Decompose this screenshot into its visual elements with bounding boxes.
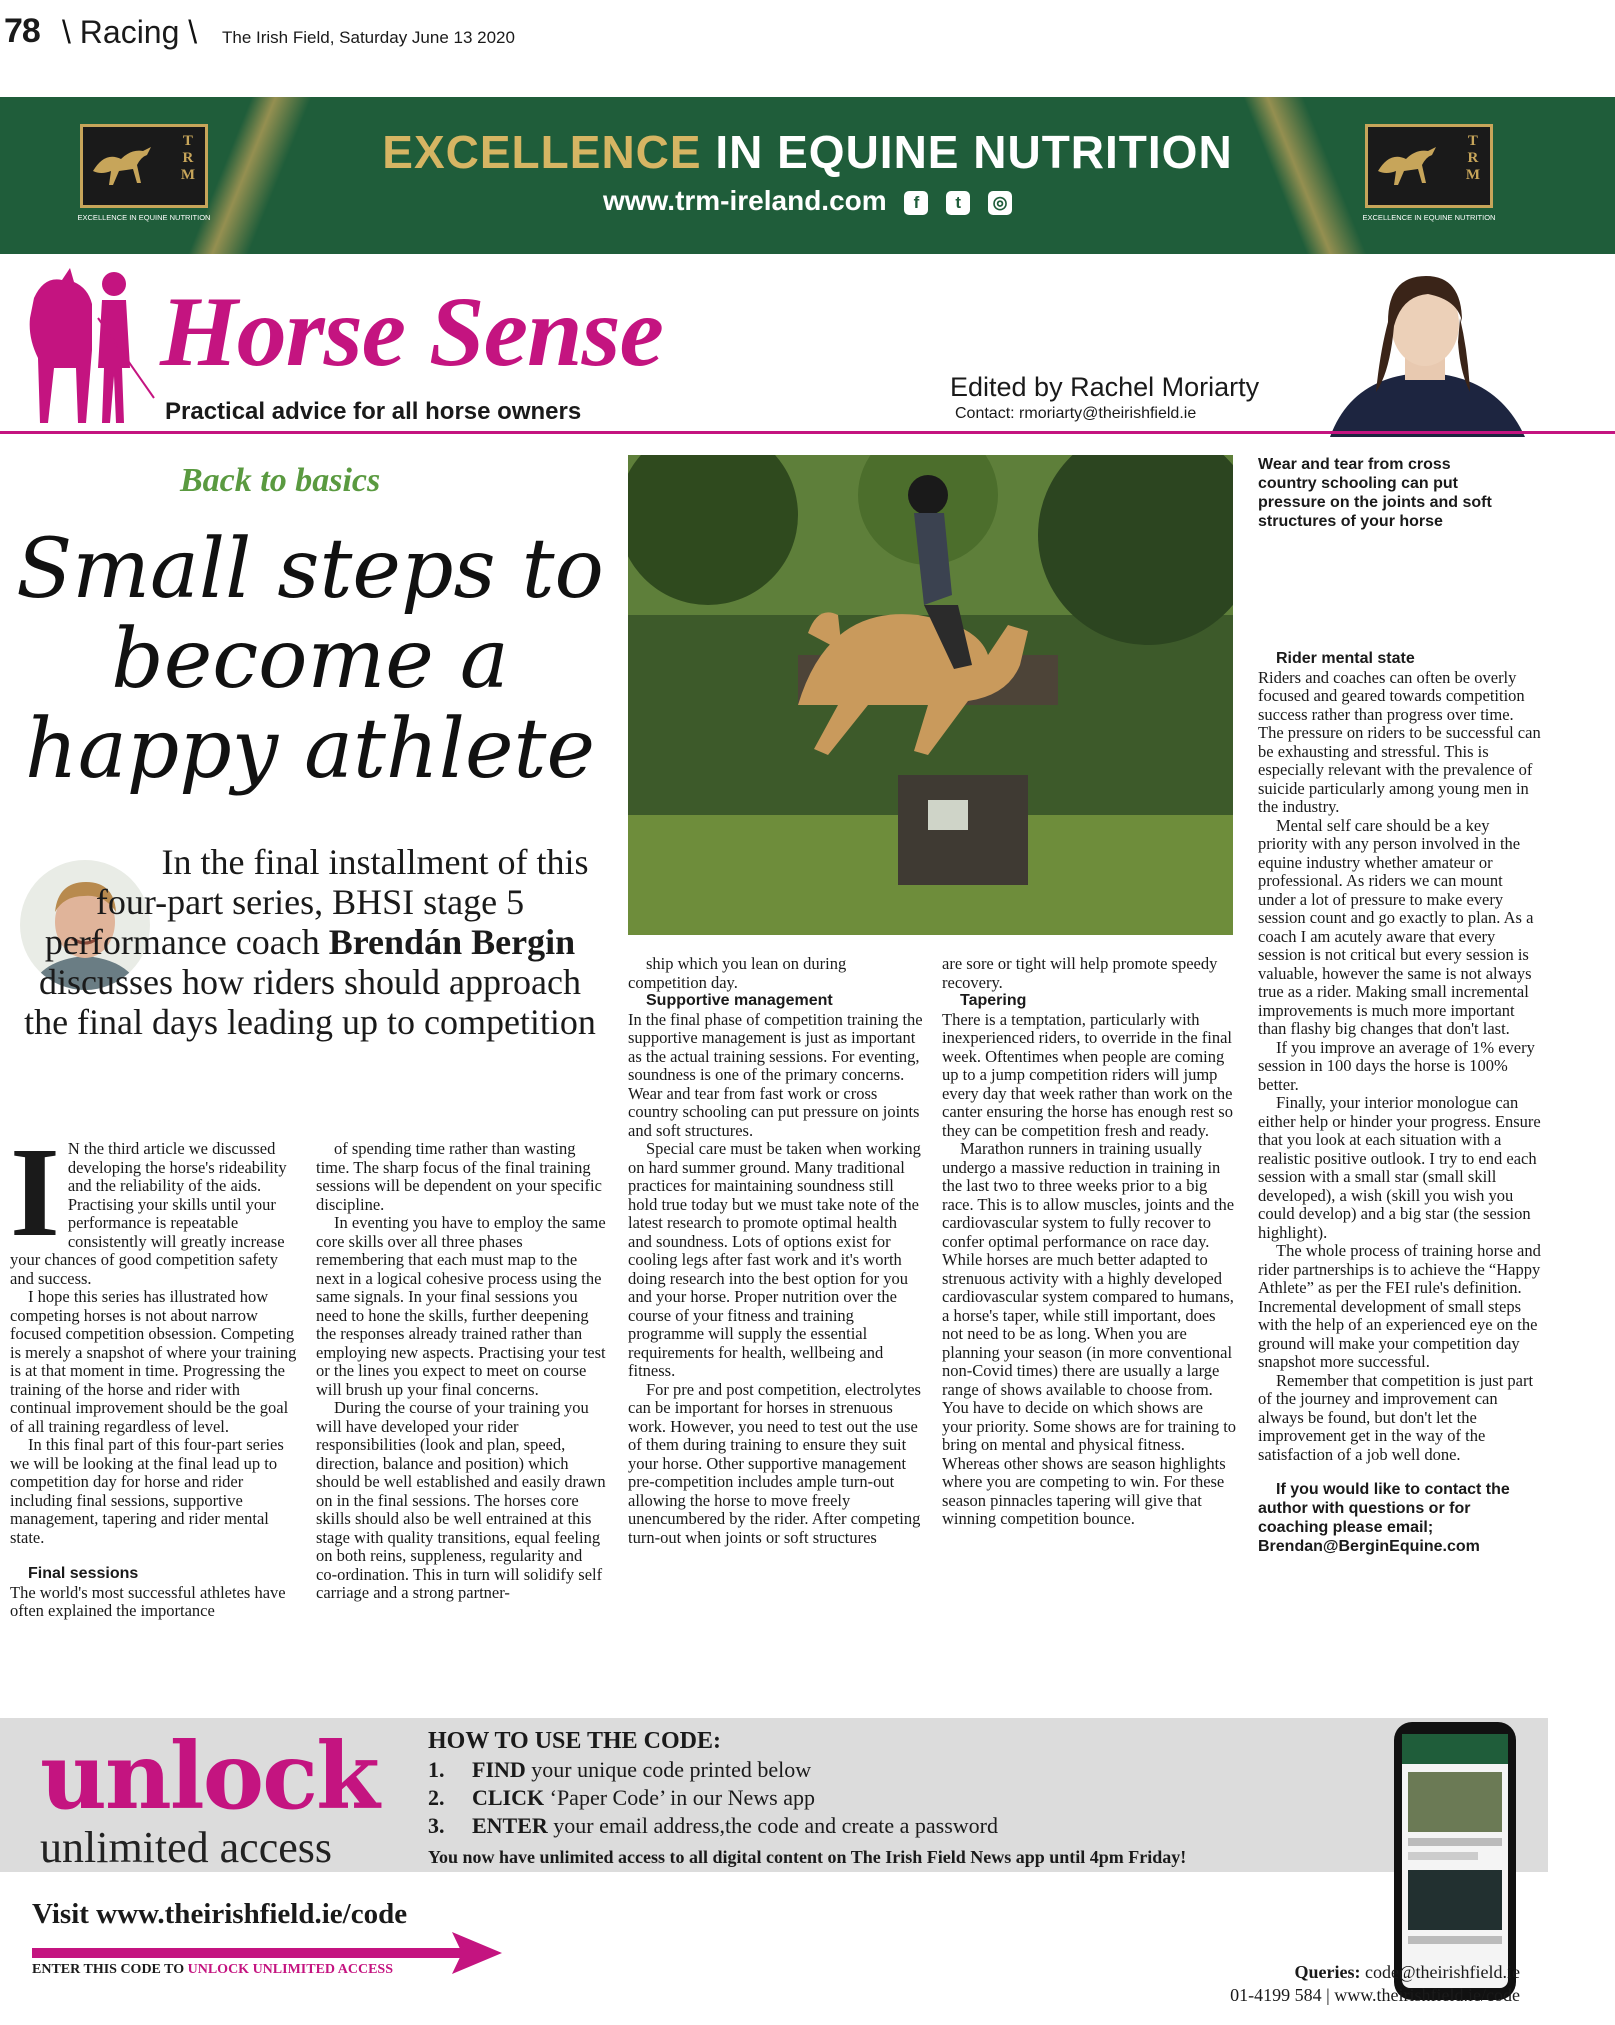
banner-url-row bbox=[0, 185, 1615, 217]
banner-headline bbox=[0, 125, 1615, 179]
standfirst-text: In the final installment of this four-part series, BHSI stage 5 performance coach bbox=[44, 842, 589, 962]
article-column-5 bbox=[1258, 650, 1543, 1556]
horse-sense-tagline: Practical advice for all horse owners bbox=[165, 398, 582, 425]
paragraph: For pre and post competition, electrolytes can be important for horses in strenuous work. However, you need to test out the use of them during training to ensure they suit your horse. Other supportive management pre-competition includes ample turn-out allowing the horse to move freely unencumbered by the rider. After competing turn-out when joints or soft structures bbox=[628, 1379, 921, 1547]
article-column-1 bbox=[10, 1121, 300, 1621]
paragraph: Riders and coaches can often be overly focused and geared towards competition success rather than progress over time. The pressure on riders to be successful can be exhausting and stressful. This is especially relevant with the prevalence of suicide particularly among young men in the industry. bbox=[1258, 667, 1541, 816]
howto-note: You now have unlimited access to all digital content on The Irish Field News app until 4pm Friday! bbox=[428, 1847, 1187, 1867]
banner-headline-gold: EXCELLENCE bbox=[382, 126, 702, 178]
author-contact[interactable]: If you would like to contact the author with questions or for coaching please email; Brendan@BerginEquine.com bbox=[1258, 1481, 1510, 1555]
paper-date: The Irish Field, Saturday June 13 2020 bbox=[222, 28, 515, 47]
unlock-heading: unlock bbox=[40, 1722, 378, 1830]
phone-and-url[interactable]: 01-4199 584 | www.theirishfield.ie/code bbox=[1230, 1985, 1520, 2005]
paragraph: If you improve an average of 1% every session in 100 days the horse is 100% better. bbox=[1258, 1037, 1535, 1094]
howto-title: HOW TO USE THE CODE: bbox=[428, 1728, 721, 1754]
paragraph: Special care must be taken when working on hard summer ground. Many traditional practices for maintaining soundness still hold true today but we must take note of the latest research to promote optimal health and soundness. Lots of options exist for cooling legs after fast work and it's worth doing research into the best option for you and your horse. Proper nutrition over the course of your fitness and training programme will supply the essential requirements for health, wellbeing and fitness. bbox=[628, 1139, 921, 1380]
editor-contact[interactable]: Contact: rmoriarty@theirishfield.ie bbox=[955, 405, 1197, 422]
enter-code-label: ENTER THIS CODE TO UNLOCK UNLIMITED ACCESS bbox=[32, 1962, 393, 1977]
howto-step-3: 3. ENTER your email address,the code and create a password bbox=[428, 1813, 999, 1838]
standfirst-text-end: discusses how riders should approach the final days leading up to competition bbox=[24, 962, 596, 1042]
paragraph: Remember that competition is just part of the journey and improvement can always be found, but don't let the improvement get in the way of the satisfaction of a job well done. bbox=[1258, 1370, 1534, 1464]
facebook-icon[interactable]: f bbox=[904, 191, 928, 215]
paragraph: There is a temptation, particularly with inexperienced riders, to override in the final week. Oftentimes when people are coming up to a jump competition riders will jump every day that week rather than work on the canter ensuring the horse has enough rest so they can be competition fresh and ready. bbox=[942, 1009, 1233, 1140]
article-kicker: Back to basics bbox=[180, 462, 381, 499]
trm-banner-ad[interactable] bbox=[0, 97, 1615, 254]
paragraph: N the third article we discussed developing the horse's rideability and the reliability of the aids. Practising your skills until your performance is repeatable consistently will greatly increase your chances of good competition safety and success. bbox=[10, 1139, 287, 1288]
paragraph: In this final part of this four-part series we will be looking at the final lead up to competition day for horse and rider including final sessions, supportive management, tapering and rider mental state. bbox=[10, 1435, 284, 1547]
subheading-rider-mental-state: Rider mental state bbox=[1276, 650, 1415, 667]
article-column-2 bbox=[316, 1140, 606, 1603]
subheading-supportive-management: Supportive management bbox=[646, 992, 833, 1009]
article-headline: Small steps to become a happy athlete bbox=[16, 522, 604, 797]
horse-and-rider-silhouette-icon bbox=[14, 258, 164, 433]
paragraph: are sore or tight will help promote speedy recovery. bbox=[942, 954, 1218, 992]
editor-photo bbox=[1310, 262, 1540, 437]
phone-app-icon bbox=[1390, 1720, 1520, 2002]
trm-logo-caption-left: EXCELLENCE IN EQUINE NUTRITION bbox=[77, 213, 211, 222]
horse-sense-title: Horse Sense bbox=[160, 276, 663, 387]
howto-step-2: 2. CLICK ‘Paper Code’ in our News app bbox=[428, 1785, 815, 1810]
banner-url[interactable]: www.trm-ireland.com bbox=[602, 185, 887, 216]
visit-url[interactable]: Visit www.theirishfield.ie/code bbox=[32, 1898, 408, 1930]
paragraph: Finally, your interior monologue can either help or hinder your progress. Ensure that you look at each situation with a realistic positive outlook. I try to end each session with a small star (small skill developed), a wish (skill you wish you could develop) and a big star (the session highlight). bbox=[1258, 1093, 1541, 1242]
rider-jumping-photo bbox=[628, 455, 1233, 935]
trm-logo-text: T R M bbox=[180, 133, 195, 183]
paragraph: Marathon runners in training usually undergo a massive reduction in training in the last two to three weeks prior to a big race. This is to allow muscles, joints and the cardiovascular system to fully recover to confer optimal performance on race day. While horses are much better adapted to strenuous activity with a highly developed cardiovascular system compared to humans, a horse's taper, while still important, does not need to be as long. When you are planning your season (in more conventional non-Covid times) there are usually a large range of shows available to choose from. You have to decide on which shows are your priority. Some shows are for training to bring on mental and physical fitness. Whereas other shows are season highlights where you are competing to win. For these season pinnacles tapering will give that winning competition bounce. bbox=[942, 1139, 1237, 1528]
trm-logo-text: T R M bbox=[1465, 133, 1480, 183]
paragraph: The world's most successful athletes have often explained the importance bbox=[10, 1582, 286, 1620]
instagram-icon[interactable]: ◎ bbox=[988, 191, 1012, 215]
subheading-final-sessions: Final sessions bbox=[28, 1565, 139, 1582]
author-name: Brendán Bergin bbox=[328, 922, 576, 962]
paragraph: During the course of your training you will have developed your rider responsibilities (look and plan, speed, direction, balance and position) which should be well established and easily drawn on in the final sessions. The horses core skills should also be well entrained at this stage with quality transitions, equal feeling on both reins, suppleness, regularity and co-ordination. This in turn will solidify self carriage and a strong partner- bbox=[316, 1398, 606, 1602]
twitter-icon[interactable]: t bbox=[946, 191, 970, 215]
banner-headline-white: IN EQUINE NUTRITION bbox=[701, 126, 1233, 178]
section-rule bbox=[0, 431, 1615, 434]
paragraph: ship which you lean on during competition day. bbox=[628, 954, 847, 992]
paragraph: of spending time rather than wasting time. The sharp focus of the final training sessions will be dependent on your specific discipline. bbox=[316, 1139, 602, 1214]
paragraph: I hope this series has illustrated how competing horses is not about narrow focused competition obsession. Competing is merely a snapshot of where your training is at that moment in time. Progressing the training of the horse and rider with continual improvement should be the goal of all training regardless of level. bbox=[10, 1287, 297, 1436]
section-name: Racing bbox=[79, 14, 180, 50]
editor-credit: Edited by Rachel Moriarty bbox=[950, 372, 1260, 402]
paragraph: In the final phase of competition training the supportive management is just as important as the actual training sessions. For eventing, soundness is one of the primary concerns. Wear and tear from fast work or cross country schooling can put pressure on joints and soft structures. bbox=[628, 1009, 923, 1140]
article-column-4 bbox=[942, 955, 1237, 1529]
article-standfirst bbox=[15, 842, 605, 1042]
article-column-3 bbox=[628, 955, 923, 1547]
subheading-tapering: Tapering bbox=[960, 992, 1027, 1009]
queries-contact[interactable]: Queries: code@theirishfield.ie bbox=[1294, 1962, 1520, 1982]
paragraph: Mental self care should be a key priority with any person involved in the equine industry whether amateur or professional. As riders we can mount under a lot of pressure to make every session count and go exactly to plan. As a coach I am acutely aware that every session is not critical but every session is valuable, however the same is not always true as a rider. Making small incremental improvements is much more important than flashy big changes that don't last. bbox=[1258, 815, 1534, 1038]
page-number: 78 bbox=[4, 12, 40, 50]
howto-step-1: 1. FIND your unique code printed below bbox=[428, 1757, 812, 1782]
paragraph: The whole process of training horse and rider partnerships is to achieve the “Happy Athlete” as per the FEI rule's definition. Incremental development of small steps with the help of an experienced eye on the ground will make your competition day snapshot more successful. bbox=[1258, 1241, 1541, 1371]
paragraph: In eventing you have to employ the same core skills over all three phases remembering that each must map to the next in a logical cohesive process using the same signals. In your final sessions you need to hone the skills, further deepening the responses already trained rather than employing new aspects. Practising your test or the lines you expect to meet on course will brush up your final concerns. bbox=[316, 1213, 606, 1399]
photo-caption: Wear and tear from cross country schooling can put pressure on the joints and soft structures of your horse bbox=[1258, 456, 1492, 530]
drop-cap: I bbox=[10, 1121, 60, 1263]
trm-logo-caption-right: EXCELLENCE IN EQUINE NUTRITION bbox=[1362, 213, 1496, 222]
section-label: \ Racing \ bbox=[62, 14, 198, 50]
unlock-subheading: unlimited access bbox=[40, 1823, 333, 1872]
